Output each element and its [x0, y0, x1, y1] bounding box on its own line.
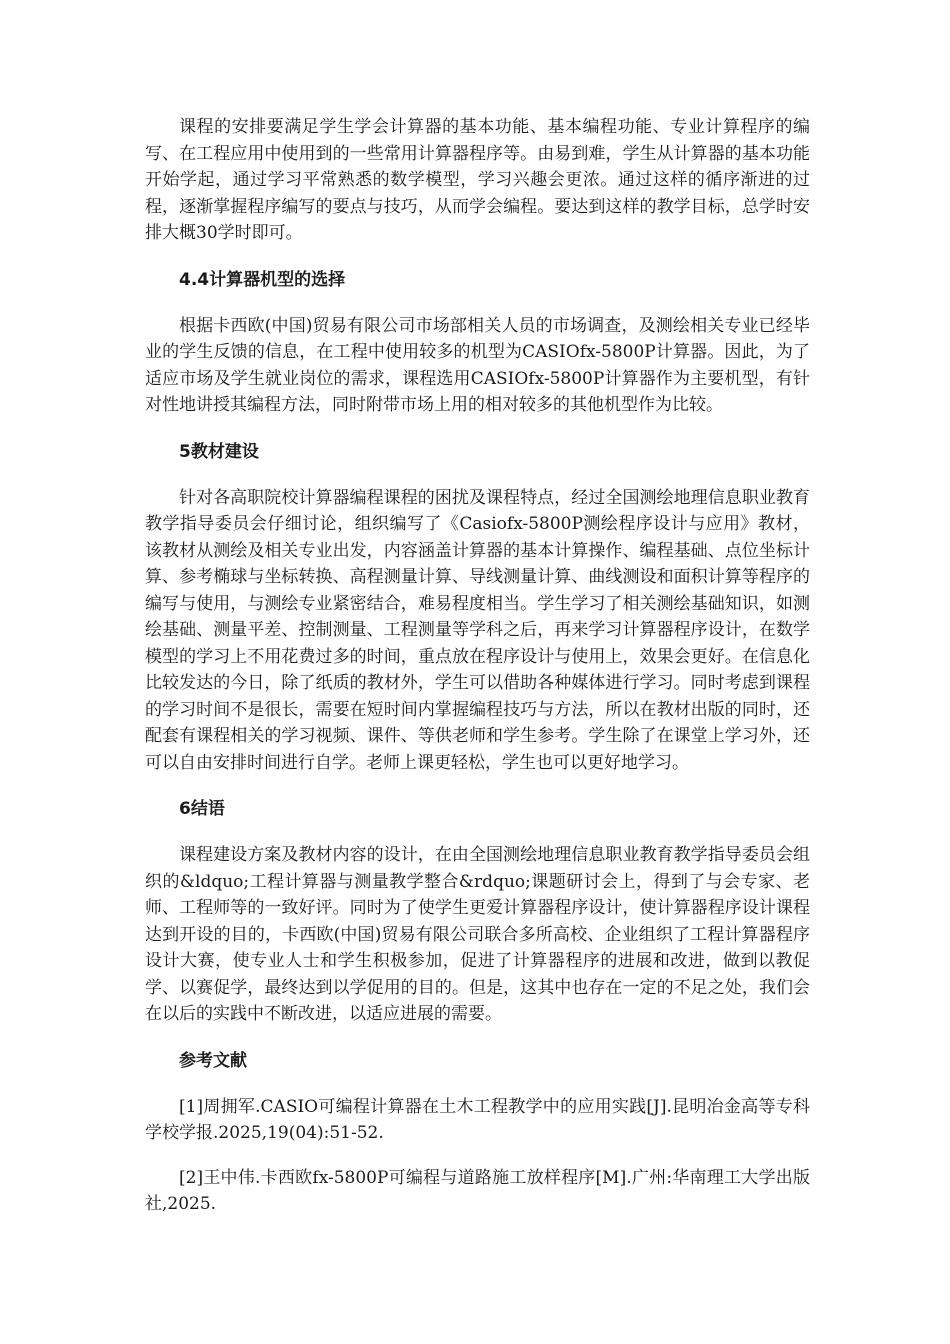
reference-item-1: [1]周拥军.CASIO可编程计算器在土木工程教学中的应用实践[J].昆明冶金高等专科学校学报.2025,19(04):51-52.	[145, 1096, 810, 1143]
section-heading-references: 参考文献	[179, 1050, 247, 1071]
section-heading-conclusion: 6结语	[179, 799, 225, 819]
section-heading-textbook: 5教材建设	[179, 441, 259, 462]
intro-paragraph: 课程的安排要满足学生学会计算器的基本功能、基本编程功能、专业计算程序的编写、在工程应用中使用到的一些常用计算器程序等。由易到难，学生从计算器的基本功能开始学起，通过学习平常熟悉的数学模型，学习兴趣会更浓。通过这样的循序渐进的过程，逐渐掌握程序编写的要点与技巧，从而学会编程。要达到这样的教学目标，总学时安排大概30学时即可。	[145, 117, 810, 243]
textbook-paragraph: 针对各高职院校计算器编程课程的困扰及课程特点，经过全国测绘地理信息职业教育教学指导委员会仔细讨论，组织编写了《Casiofx-5800P测绘程序设计与应用》教材，该教材从测绘及相关专业出发，内容涵盖计算器的基本计算操作、编程基础、点位坐标计算、参考椭球与坐标转换、高程测量计算、导线测量计算、曲线测设和面积计算等程序的编写与使用，与测绘专业紧密结合，难易程度相当。学生学习了相关测绘基础知识，如测绘基础、测量平差、控制测量、工程测量等学科之后，再来学习计算器程序设计，在数学模型的学习上不用花费过多的时间，重点放在程序设计与使用上，效果会更好。在信息化比较发达的今日，除了纸质的教材外，学生可以借助各种媒体进行学习。同时考虑到课程的学习时间不是很长，需要在短时间内掌握编程技巧与方法，所以在教材出版的同时，还配套有课程相关的学习视频、课件、等供老师和学生参考。学生除了在课堂上学习外，还可以自由安排时间进行自学。老师上课更轻松，学生也可以更好地学习。	[145, 487, 810, 773]
reference-item-2: [2]王中伟.卡西欧fx-5800P可编程与道路施工放样程序[M].广州:华南理工大学出版社,2025.	[145, 1167, 810, 1214]
document-page	[145, 114, 810, 1218]
section-heading-model-selection: 4.4计算器机型的选择	[179, 269, 346, 290]
conclusion-paragraph: 课程建设方案及教材内容的设计，在由全国测绘地理信息职业教育教学指导委员会组织的&ldquo;工程计算器与测量教学整合&rdquo;课题研讨会上，得到了与会专家、老师、工程师等的一致好评。同时为了使学生更爱计算器程序设计，使计算器程序设计课程达到开设的目的，卡西欧(中国)贸易有限公司联合多所高校、企业组织了工程计算器程序设计大赛，使专业人士和学生积极参加，促进了计算器程序的进展和改进，做到以教促学、以赛促学，最终达到以学促用的目的。但是，这其中也存在一定的不足之处，我们会在以后的实践中不断改进，以适应进展的需要。	[145, 845, 810, 1024]
model-selection-paragraph: 根据卡西欧(中国)贸易有限公司市场部相关人员的市场调查，及测绘相关专业已经毕业的学生反馈的信息，在工程中使用较多的机型为CASIOfx-5800P计算器。因此，为了适应市场及学生就业岗位的需求，课程选用CASIOfx-5800P计算器作为主要机型，有针对性地讲授其编程方法，同时附带市场上用的相对较多的其他机型作为比较。	[145, 315, 810, 415]
